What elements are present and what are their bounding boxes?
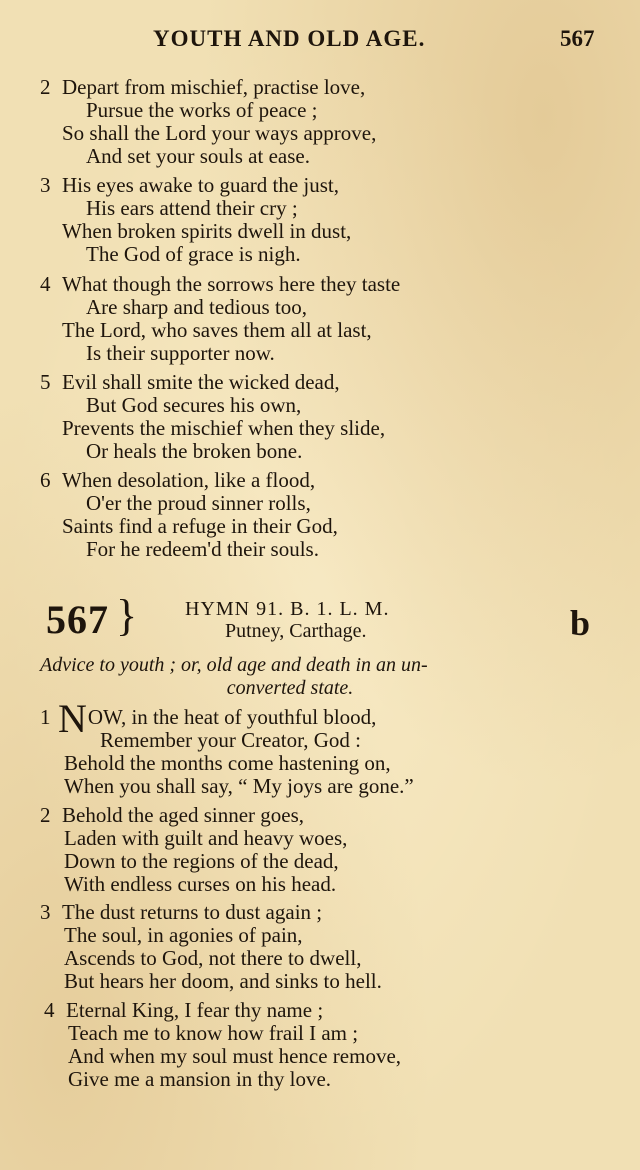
verse-line: His ears attend their cry ; [86, 196, 298, 220]
verse-line: What though the sorrows here they taste [62, 272, 401, 296]
hymn-verse-1 [40, 696, 620, 798]
psalm-verse-3 [40, 174, 620, 266]
verse-line: His eyes awake to guard the just, [62, 173, 340, 197]
verse-line: When desolation, like a flood, [62, 468, 316, 492]
subtitle-line: converted state. [226, 677, 354, 699]
verse-line: Depart from mischief, practise love, [62, 75, 366, 99]
psalm-verse-2 [40, 76, 620, 168]
verse-number: 5 [40, 370, 51, 394]
verse-line: Remember your Creator, God : [100, 728, 362, 752]
verse-line: Evil shall smite the wicked dead, [62, 370, 340, 394]
hymn-tunes: Putney, Carthage. [225, 620, 367, 642]
subtitle-line: Advice to youth ; or, old age and death in an un- [40, 654, 428, 676]
hymn-verse-2 [40, 804, 620, 896]
brace-glyph: } [116, 591, 138, 640]
verse-number: 3 [40, 173, 51, 197]
verse-line: When you shall say, “ My joys are gone.” [64, 774, 414, 798]
psalm-verse-4 [40, 273, 620, 365]
verse-line: And set your souls at ease. [86, 144, 310, 168]
verse-line: Ascends to God, not there to dwell, [64, 946, 362, 970]
verse-line: Behold the months come hastening on, [64, 751, 391, 775]
verse-line: The Lord, who saves them all at last, [62, 318, 372, 342]
flat-key-icon: b [570, 603, 591, 643]
verse-line: Behold the aged sinner goes, [62, 803, 305, 827]
hymn-title: HYMN 91. B. 1. L. M. [185, 598, 390, 620]
verse-line: Down to the regions of the dead, [64, 849, 339, 873]
verse-line: Eternal King, I fear thy name ; [66, 998, 324, 1022]
verse-line: Prevents the mischief when they slide, [62, 416, 386, 440]
verse-number: 4 [40, 272, 51, 296]
verse-number: 4 [44, 998, 55, 1022]
verse-line: With endless curses on his head. [64, 872, 337, 896]
hymn-verse-4 [44, 999, 624, 1091]
verse-number: 2 [40, 75, 51, 99]
hymn-number: 567 [46, 597, 109, 642]
hymn-heading [0, 591, 640, 650]
verse-number: 3 [40, 900, 51, 924]
verse-line: The dust returns to dust again ; [62, 900, 323, 924]
page-number: 567 [560, 26, 595, 51]
hymn-verse-3 [40, 901, 620, 993]
verse-line: But hears her doom, and sinks to hell. [64, 969, 382, 993]
verse-line: And when my soul must hence remove, [68, 1044, 402, 1068]
running-header [0, 26, 640, 58]
verse-line: OW, in the heat of youthful blood, [87, 705, 377, 729]
verse-line: Saints find a refuge in their God, [62, 514, 338, 538]
verse-number: 2 [40, 803, 51, 827]
psalm-verse-5 [40, 371, 620, 463]
verse-number: 6 [40, 468, 51, 492]
verse-line: O'er the proud sinner rolls, [86, 491, 311, 515]
verse-line: Are sharp and tedious too, [86, 295, 308, 319]
verse-number: 1 [40, 705, 51, 729]
drop-cap: N [58, 696, 87, 741]
verse-line: Pursue the works of peace ; [86, 98, 318, 122]
verse-line: Laden with guilt and heavy woes, [64, 826, 348, 850]
hymn-subtitle [40, 654, 610, 700]
running-title: YOUTH AND OLD AGE. [153, 26, 426, 51]
verse-line: Give me a mansion in thy love. [68, 1067, 332, 1091]
verse-line: Is their supporter now. [86, 341, 275, 365]
verse-line: For he redeem'd their souls. [86, 537, 319, 561]
verse-line: The God of grace is nigh. [86, 242, 301, 266]
verse-line: Or heals the broken bone. [86, 439, 303, 463]
psalm-verse-6 [40, 469, 620, 561]
verse-line: But God secures his own, [86, 393, 302, 417]
verse-line: The soul, in agonies of pain, [64, 923, 303, 947]
verse-line: So shall the Lord your ways approve, [62, 121, 377, 145]
verse-line: When broken spirits dwell in dust, [62, 219, 352, 243]
verse-line: Teach me to know how frail I am ; [68, 1021, 359, 1045]
